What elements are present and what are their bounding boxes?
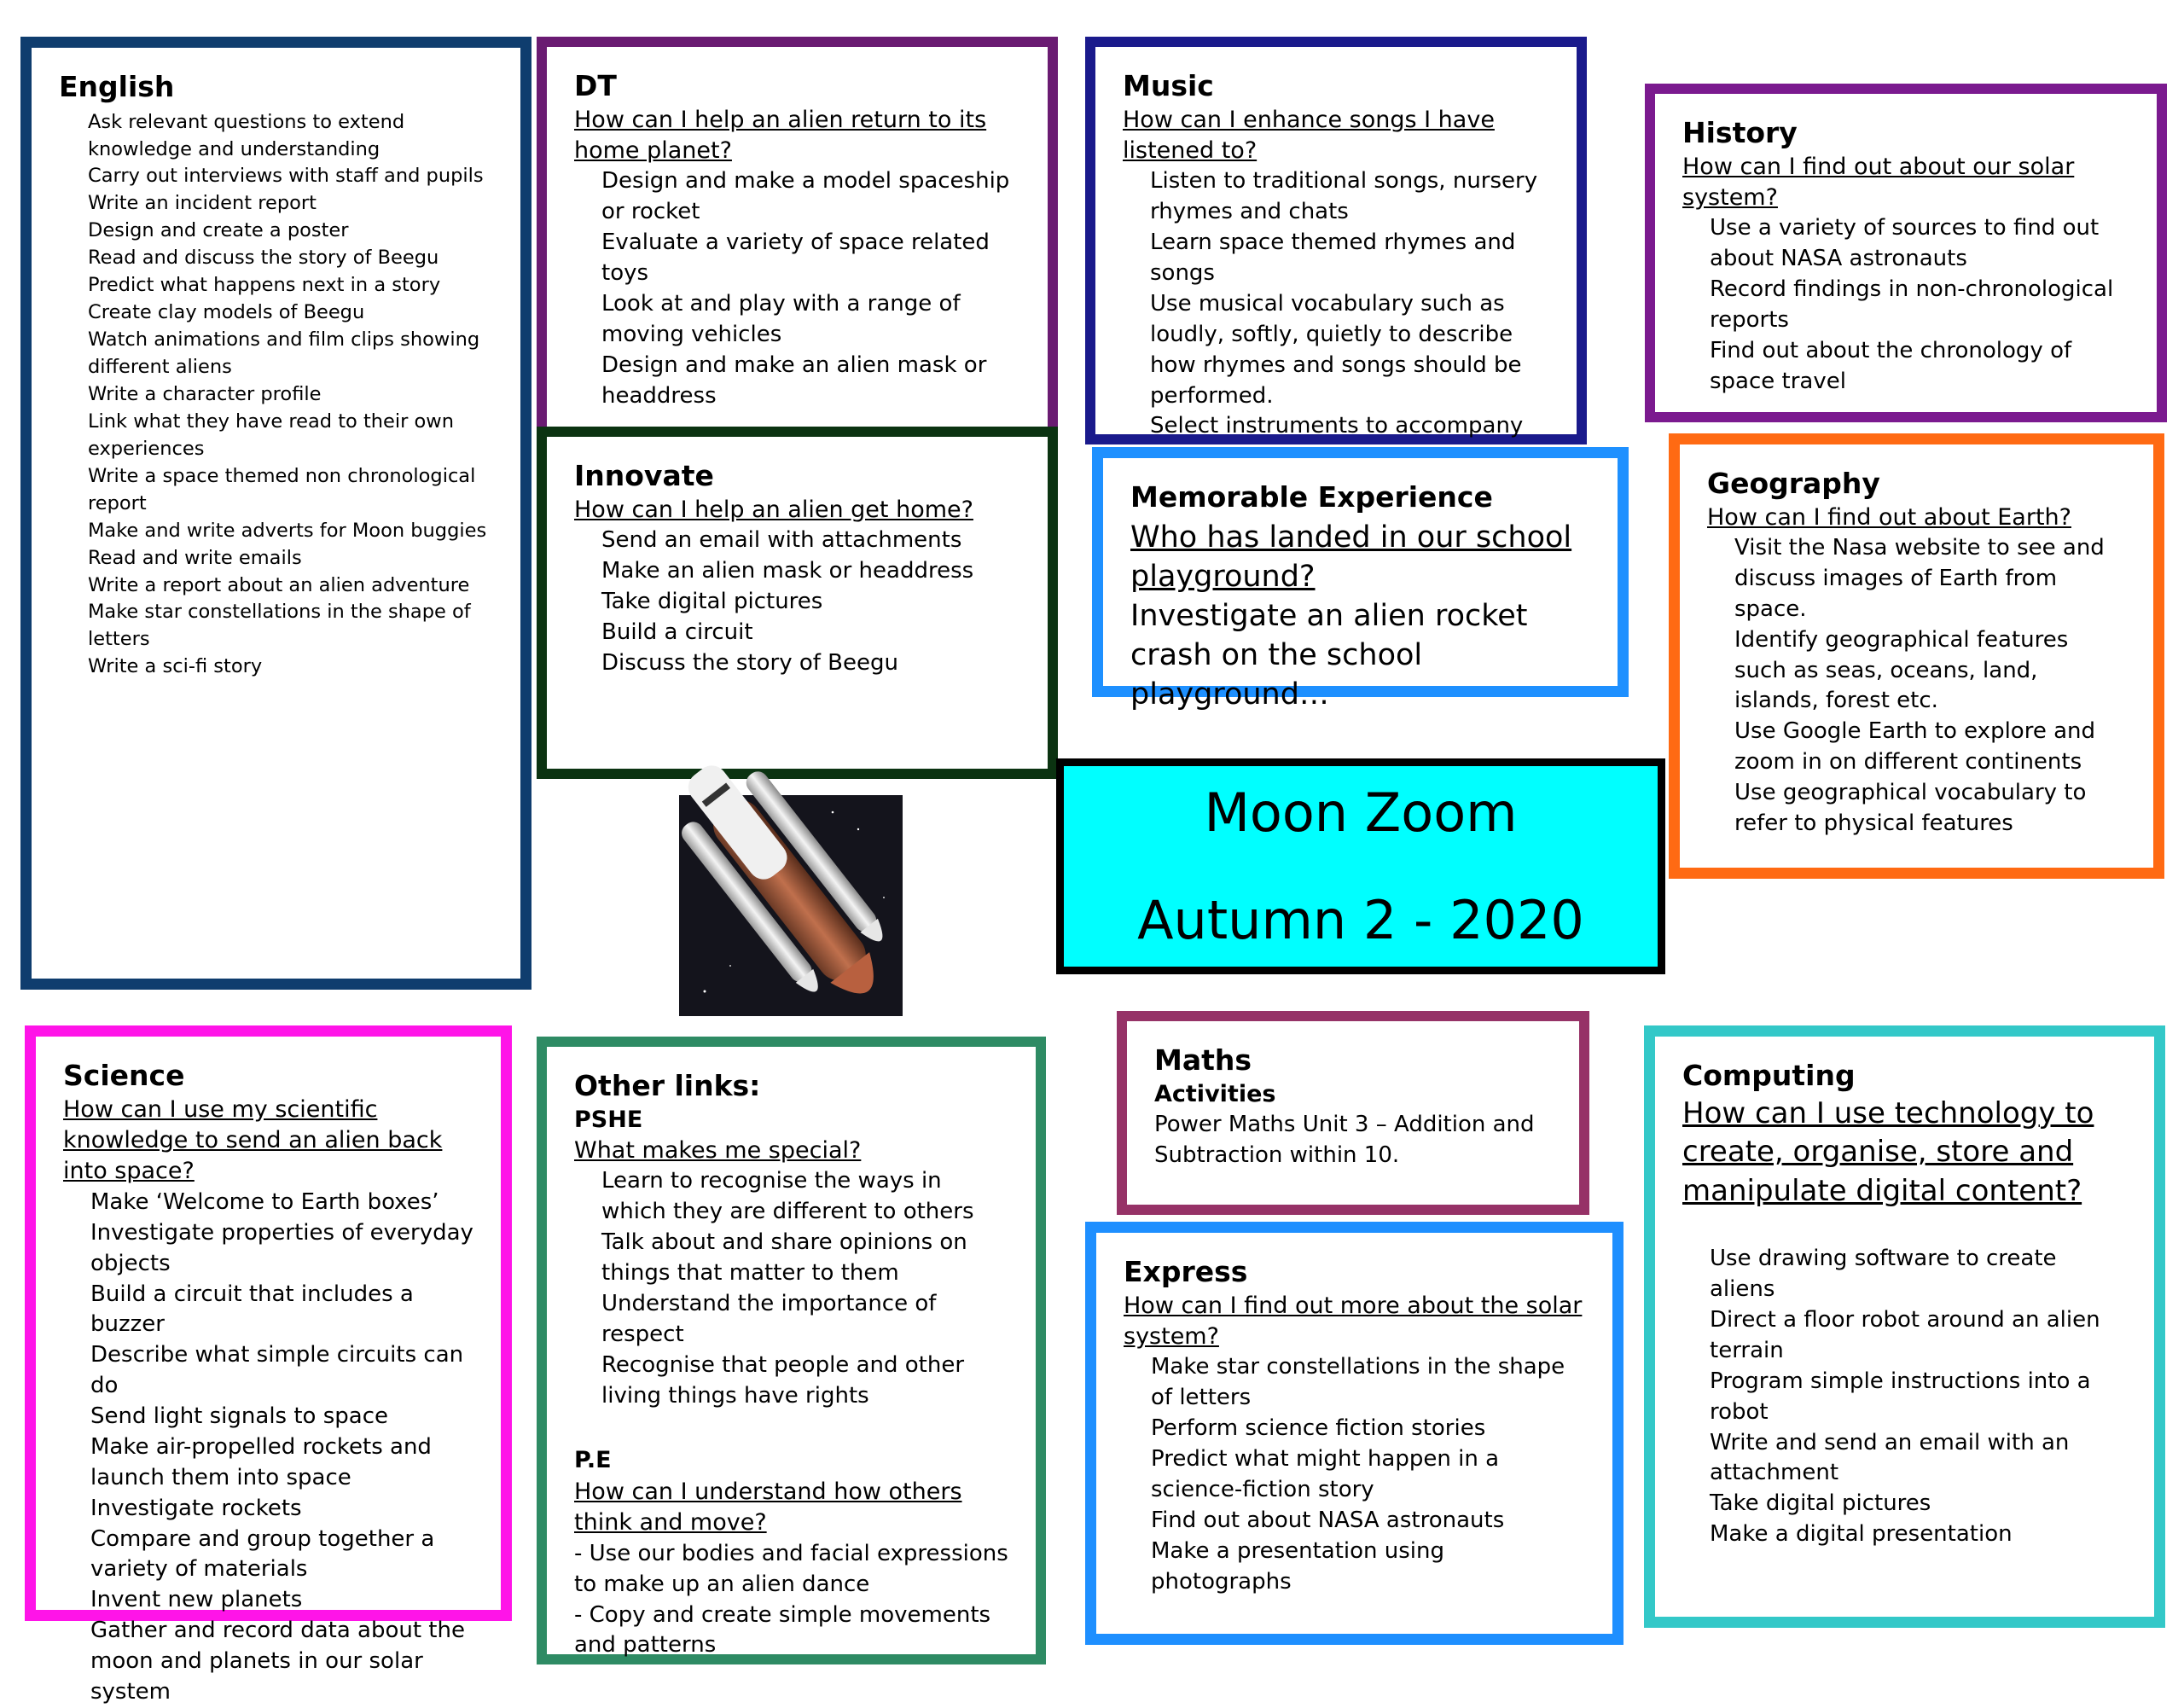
english-list [59,109,493,682]
dt-list [574,166,1020,411]
list-item: Use geographical vocabulary to refer to physical features [1734,780,2087,836]
innovate-list [574,526,1020,678]
list-item: Find out about the chronology of space travel [1710,337,2072,394]
space-shuttle-photo [679,795,903,1016]
history-list [1682,213,2129,397]
list-item: Take digital pictures [1710,1490,1931,1517]
pshe-question: What makes me special? [574,1137,862,1165]
express-question: How can I find out more about the solar system? [1124,1292,1583,1351]
list-item: Predict what might happen in a science-fiction story [1151,1446,1500,1502]
list-item: Investigate properties of everyday objects [90,1219,473,1276]
music-question: How can I enhance songs I have listened to? [1123,106,1495,165]
maths-panel [1117,1011,1589,1215]
dt-panel [537,37,1058,439]
list-item: Send light signals to space [90,1403,388,1430]
list-item: Find out about NASA astronauts [1151,1507,1505,1533]
list-item: Carry out interviews with staff and pupils [88,165,484,188]
list-item: Watch animations and film clips showing different aliens [88,328,480,379]
pe-line: - Copy and create simple movements and patterns [574,1601,991,1659]
history-question: How can I find out about our solar system? [1682,153,2075,212]
list-item: Write a space themed non chronological report [88,464,476,514]
list-item: Send an email with attachments [601,527,962,554]
pshe-list [574,1166,1008,1411]
list-item: Look at and play with a range of moving vehicles [601,290,961,347]
list-item: Write a report about an alien adventure [88,573,470,596]
list-item: Read and write emails [88,546,302,569]
pe-heading: P.E [574,1447,612,1474]
express-list [1124,1352,1585,1597]
list-item: Make star constellations in the shape of letters [88,601,471,651]
dt-title: DT [574,69,617,102]
english-title: English [59,70,175,103]
list-item: Direct a floor robot around an alien terrain [1710,1307,2100,1363]
topic-title: Moon Zoom [1204,781,1518,844]
list-item: Use musical vocabulary such as loudly, softly, quietly to describe how rhymes and songs should be performed. [1150,290,1522,409]
list-item: Select instruments to accompany [1150,413,1524,439]
english-panel [20,37,531,990]
innovate-question: How can I help an alien get home? [574,496,973,523]
list-item: Use Google Earth to explore and zoom in on different continents [1734,718,2095,776]
list-item: Take digital pictures [601,588,823,614]
list-item: Write an incident report [88,192,317,215]
list-item: Write a character profile [88,382,322,405]
list-item: Understand the importance of respect [601,1290,937,1347]
dt-question: How can I help an alien return to its home planet? [574,106,987,165]
list-item: Make a digital presentation [1710,1521,2013,1548]
express-title: Express [1124,1255,1248,1288]
computing-question: How can I use technology to create, organise, store and manipulate digital content? [1682,1095,2094,1209]
list-item: Make star constellations in the shape of letters [1151,1354,1565,1411]
list-item: Make and write adverts for Moon buggies [88,519,487,542]
list-item: Investigate rockets [90,1495,302,1521]
list-item: Ask relevant questions to extend knowledge and understanding [88,110,405,160]
list-item: Use drawing software to create aliens [1710,1246,2057,1303]
innovate-panel [537,427,1058,779]
list-item: Visit the Nasa website to see and discuss images of Earth from space. [1734,535,2105,622]
list-item: Design and make an alien mask or headdress [601,351,987,409]
topic-term: Autumn 2 - 2020 [1137,888,1584,951]
list-item: Build a circuit [601,619,753,645]
list-item: Read and discuss the story of Beegu [88,247,439,270]
list-item: Link what they have read to their own experiences [88,410,454,460]
list-item: Program simple instructions into a robot [1710,1368,2091,1425]
geography-question: How can I find out about Earth? [1707,503,2071,531]
memorable-title: Memorable Experience [1130,480,1493,514]
list-item: Gather and record data about the moon and planets in our solar system [90,1618,465,1705]
list-item: Build a circuit that includes a buzzer [90,1281,414,1338]
music-panel [1085,37,1587,444]
list-item: Record findings in non-chronological reports [1710,276,2114,334]
list-item: Write and send an email with an attachment [1710,1429,2070,1486]
list-item: Talk about and share opinions on things that matter to them [601,1229,967,1287]
list-item: Predict what happens next in a story [88,274,441,297]
list-item: Make air-propelled rockets and launch them into space [90,1433,432,1490]
list-item: Invent new planets [90,1587,303,1613]
list-item: Design and create a poster [88,219,349,242]
list-item: Make ‘Welcome to Earth boxes’ [90,1188,439,1215]
memorable-experience-panel [1092,447,1629,712]
topic-title-panel [1056,758,1665,974]
geography-list [1707,533,2126,839]
list-item: Make a presentation using photographs [1151,1537,1445,1595]
innovate-title: Innovate [574,459,714,492]
list-item: Write a sci-fi story [88,655,263,678]
computing-list [1682,1244,2127,1550]
list-item: Make an alien mask or headdress [601,557,974,584]
history-title: History [1682,116,1798,149]
maths-title: Maths [1154,1043,1252,1077]
science-title: Science [63,1059,185,1092]
list-item: Compare and group together a variety of materials [90,1525,435,1583]
other-links-panel [537,1037,1046,1664]
music-title: Music [1123,69,1214,102]
memorable-text: Investigate an alien rocket crash on the school playground… [1130,598,1528,712]
history-panel [1645,84,2167,422]
geography-title: Geography [1707,467,1880,500]
list-item: Use a variety of sources to find out about NASA astronauts [1710,215,2100,272]
pshe-heading: PSHE [574,1106,643,1133]
pe-question: How can I understand how others think and move? [574,1478,962,1537]
list-item: Listen to traditional songs, nursery rhymes and chats [1150,168,1538,225]
express-panel [1085,1222,1623,1645]
science-question: How can I use my scientific knowledge to send an alien back into space? [63,1095,443,1185]
pe-line: - Use our bodies and facial expressions to make up an alien dance [574,1540,1008,1597]
computing-panel [1644,1025,2165,1628]
list-item: Design and make a model spaceship or rocket [601,168,1010,225]
computing-title: Computing [1682,1059,1856,1092]
list-item: Describe what simple circuits can do [90,1342,464,1399]
maths-subheading: Activities [1154,1080,1276,1107]
list-item: Learn to recognise the ways in which they are different to others [601,1168,974,1225]
music-list [1123,166,1549,473]
list-item: Discuss the story of Beegu [601,649,898,676]
list-item: Evaluate a variety of space related toys [601,229,990,287]
memorable-question: Who has landed in our school playground? [1130,520,1572,594]
list-item: Perform science fiction stories [1151,1415,1486,1442]
maths-text: Power Maths Unit 3 – Addition and Subtraction within 10. [1154,1112,1535,1168]
list-item: Learn space themed rhymes and songs [1150,229,1516,287]
other-title: Other links: [574,1069,761,1102]
list-item: Create clay models of Beegu [88,301,365,324]
science-list [63,1188,473,1708]
science-panel [25,1025,512,1705]
list-item: Identify geographical features such as seas, oceans, land, islands, forest etc. [1734,626,2069,714]
list-item: Recognise that people and other living things have rights [601,1351,965,1409]
geography-panel [1669,433,2164,879]
